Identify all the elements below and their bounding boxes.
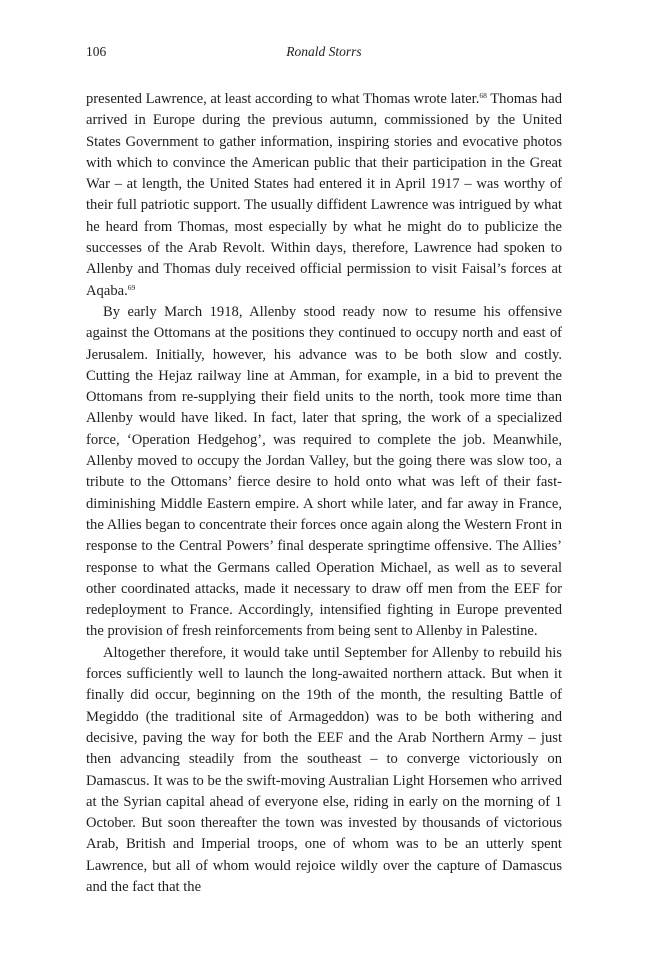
- paragraph-3: [86, 643, 562, 899]
- paragraph-1: [86, 89, 562, 302]
- running-title: Ronald Storrs: [286, 44, 362, 59]
- page-number: 106: [86, 44, 107, 59]
- text-run: presented Lawrence, at least according to what Thomas wrote later.: [86, 91, 480, 107]
- footnote-ref: 69: [127, 282, 136, 292]
- paragraph-2: [86, 302, 562, 643]
- text-run: Altogether therefore, it would take until September for Allenby to rebuild his forces sufficiently well to launch the long-awaited northern attack. But when it finally did occur, beginning on the 19th of the month, the resulting Battle of Megiddo (the traditional site of Armageddon) was to be both withering and decisive, paving the way for both the EEF and the Arab Northern Army – just then advancing steadily from the southeast – to converge victoriously on Damascus. It was to be the swift-moving Australian Light Horsemen who arrived at the Syrian capital ahead of everyone else, riding in early on the morning of 1 October. But soon thereafter the town was invested by thousands of victorious Arab, British and Imperial troops, one of whom was to be an utterly spent Lawrence, but all of whom would rejoice wildly over the capture of Damascus and the fact that the: [86, 644, 562, 895]
- text-run: Thomas had arrived in Europe during the previous autumn, commissioned by the United States Government to gather information, inspiring stories and evocative photos with which to convince the American public that their participation in the Great War – at length, the United States had entered it in April 1917 – was worthy of their full patriotic support. The usually diffident Lawrence was intrigued by what he heard from Thomas, most especially by what he might do to publicize the successes of the Arab Revolt. Within days, therefore, Lawrence had spoken to Allenby and Thomas duly received official permission to visit Faisal’s forces at Aqaba.: [86, 91, 562, 299]
- body-text: [86, 89, 562, 898]
- book-page: [86, 44, 562, 895]
- running-header: [86, 44, 562, 66]
- footnote-ref: 68: [479, 91, 487, 100]
- text-run: By early March 1918, Allenby stood ready now to resume his offensive against the Ottomans at the positions they continued to occupy north and east of Jerusalem. Initially, however, his advance was to be both slow and costly. Cutting the Hejaz railway line at Amman, for example, in a bid to prevent the Ottomans from re-supplying their field units to the north, took more time than Allenby would have liked. In fact, later that spring, the work of a specialized force, ‘Operation Hedgehog’, was required to complete the job. Meanwhile, Allenby moved to occupy the Jordan Valley, but the going there was slow too, a tribute to the Ottomans’ fierce desire to hold onto what was left of their fast-diminishing Middle Eastern empire. A short while later, and far away in France, the Allies began to concentrate their forces once again along the Western Front in response to the Central Powers’ final desperate springtime offensive. The Allies’ response to what the Germans called Operation Michael, as well as to several other coordinated attacks, made it necessary to draw off men from the EEF for redeployment to France. Accordingly, intensified fighting in Europe prevented the provision of fresh reinforcements from being sent to Allenby in Palestine.: [86, 303, 562, 640]
